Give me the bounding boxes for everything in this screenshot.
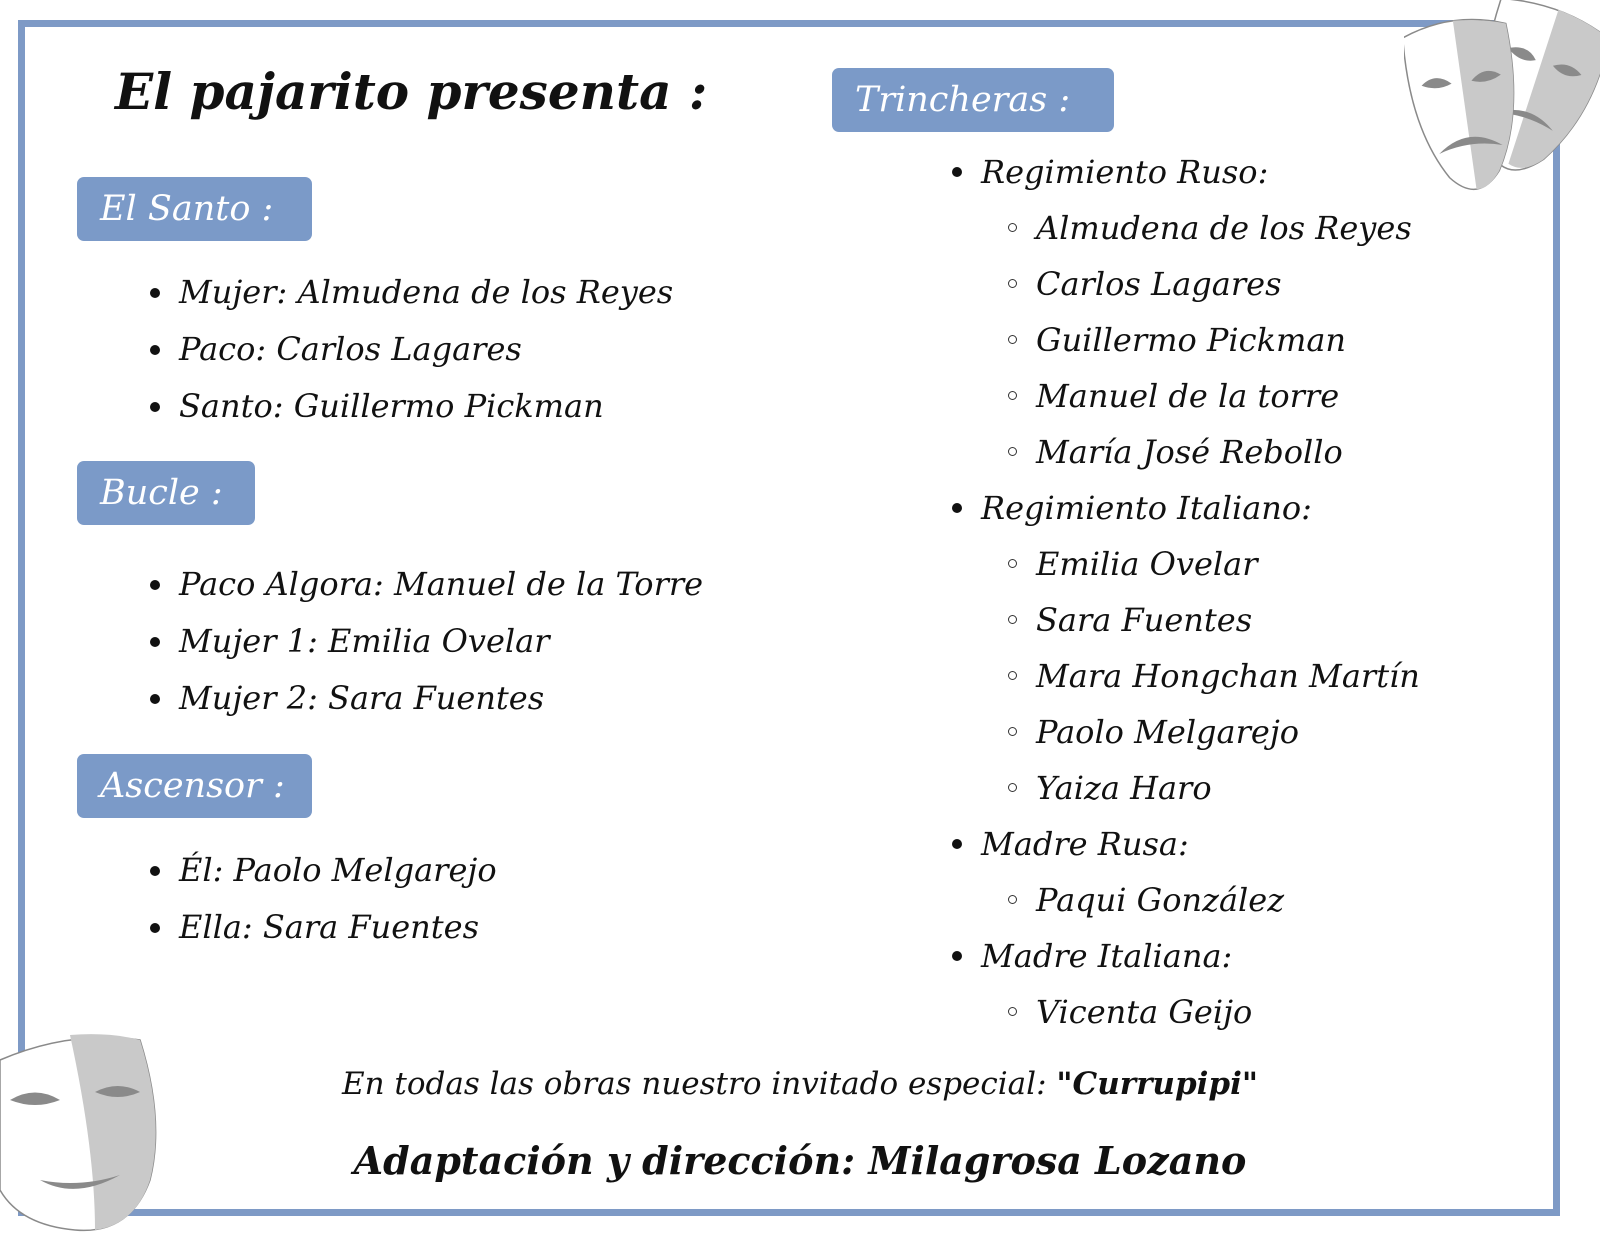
list-item: Paolo Melgarejo bbox=[952, 704, 1420, 760]
list-item: Yaiza Haro bbox=[952, 760, 1420, 816]
group-label: Madre Italiana: bbox=[952, 928, 1420, 984]
list-item: Almudena de los Reyes bbox=[952, 200, 1420, 256]
list-item: Sara Fuentes bbox=[952, 592, 1420, 648]
group-label: Regimiento Ruso: bbox=[952, 144, 1420, 200]
list-item: Él: Paolo Melgarejo bbox=[150, 842, 497, 899]
direction-credit: Adaptación y dirección: Milagrosa Lozano bbox=[353, 1138, 1247, 1183]
cast-list-bucle bbox=[150, 556, 703, 727]
special-guest-prefix: En todas las obras nuestro invitado especial: bbox=[341, 1066, 1057, 1102]
theater-masks-icon bbox=[1404, 0, 1600, 210]
group-label: Regimiento Italiano: bbox=[952, 480, 1420, 536]
list-item: Paco Algora: Manuel de la Torre bbox=[150, 556, 703, 613]
cast-list-el-santo bbox=[150, 264, 673, 435]
list-item: Manuel de la torre bbox=[952, 368, 1420, 424]
play-title-ascensor: Ascensor : bbox=[77, 754, 312, 818]
cast-list-trincheras bbox=[952, 144, 1420, 1040]
list-item: María José Rebollo bbox=[952, 424, 1420, 480]
play-title-trincheras: Trincheras : bbox=[832, 68, 1114, 132]
list-item: Guillermo Pickman bbox=[952, 312, 1420, 368]
list-item: Carlos Lagares bbox=[952, 256, 1420, 312]
group-label: Madre Rusa: bbox=[952, 816, 1420, 872]
list-item: Ella: Sara Fuentes bbox=[150, 899, 497, 956]
cast-list-ascensor bbox=[150, 842, 497, 956]
list-item: Mujer 2: Sara Fuentes bbox=[150, 670, 703, 727]
list-item: Mara Hongchan Martín bbox=[952, 648, 1420, 704]
list-item: Mujer: Almudena de los Reyes bbox=[150, 264, 673, 321]
play-title-el-santo: El Santo : bbox=[77, 177, 312, 241]
list-item: Emilia Ovelar bbox=[952, 536, 1420, 592]
list-item: Paqui González bbox=[952, 872, 1420, 928]
list-item: Santo: Guillermo Pickman bbox=[150, 378, 673, 435]
play-title-bucle: Bucle : bbox=[77, 461, 255, 525]
special-guest-name: "Currupipi" bbox=[1056, 1066, 1259, 1102]
list-item: Mujer 1: Emilia Ovelar bbox=[150, 613, 703, 670]
page-title: El pajarito presenta : bbox=[115, 62, 708, 121]
list-item: Paco: Carlos Lagares bbox=[150, 321, 673, 378]
list-item: Vicenta Geijo bbox=[952, 984, 1420, 1040]
special-guest-note bbox=[0, 1066, 1600, 1102]
theater-mask-icon bbox=[0, 1030, 175, 1236]
